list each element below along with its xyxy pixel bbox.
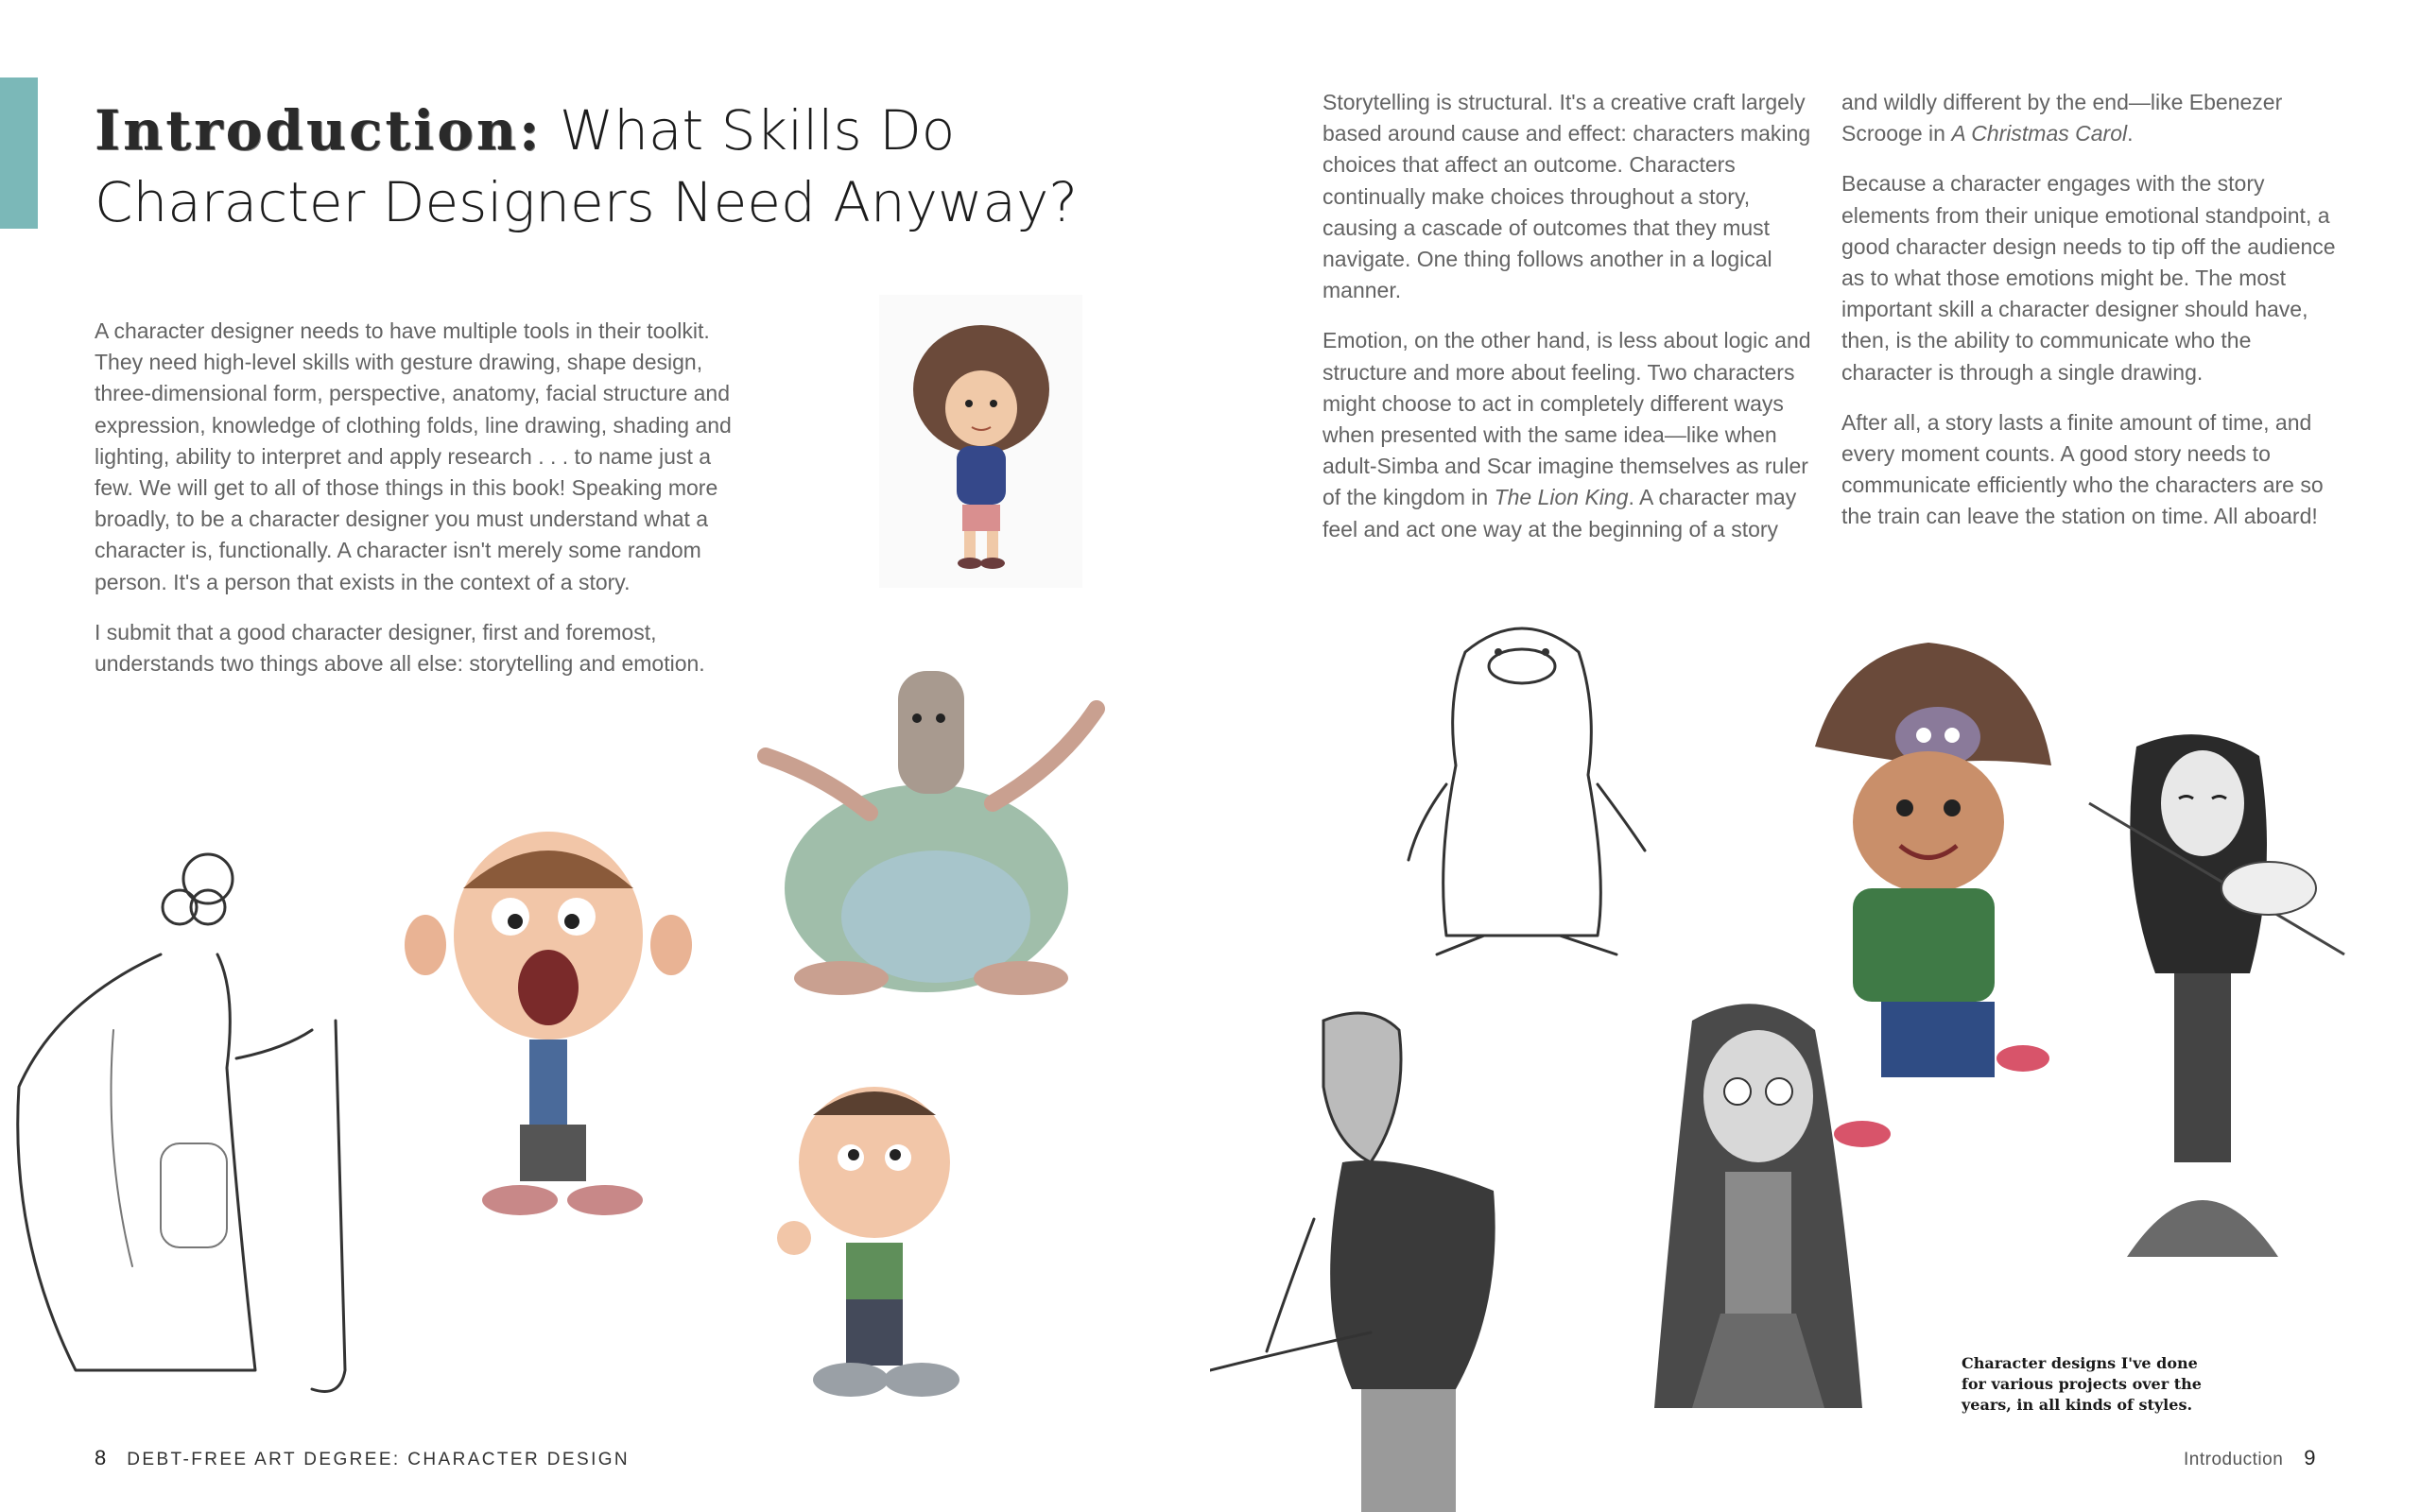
figure-caption: Character designs I've done for various projects over the years, in all kinds of styles. xyxy=(1962,1354,2202,1414)
right-body-column-1 xyxy=(1322,87,1819,564)
chapter-tab-marker xyxy=(0,77,38,229)
illustration-shouting-boy xyxy=(388,822,709,1238)
book-title-italic: A Christmas Carol xyxy=(1951,121,2128,146)
film-title-italic: The Lion King xyxy=(1494,485,1629,510)
title-lead: Introduction: xyxy=(95,98,543,163)
left-body-text xyxy=(95,316,747,698)
right-paragraph-4: Because a character engages with the story elements from their unique emotional standpoint, a good character design needs to tip off the audience as to what those emotions might be. The most important skill a character designer should have, then, is the ability to communicate who the character is through a single drawing. xyxy=(1841,171,2336,385)
left-folio xyxy=(95,1446,630,1470)
right-folio xyxy=(2184,1446,2316,1470)
illustration-old-man-sketch xyxy=(1210,992,1531,1512)
text-run: . xyxy=(2127,121,2134,146)
right-paragraph-5: After all, a story lasts a finite amount of time, and every moment counts. A good story needs to communicate efficiently who the characters are so the train can leave the station on time. All aboard! xyxy=(1841,409,2324,529)
running-head-right: Introduction xyxy=(2184,1450,2284,1469)
illustration-fist-boy xyxy=(756,1077,983,1418)
title-rest: What Skills Do Character Designers Need Anyway? xyxy=(95,98,1079,234)
illustration-afro-kid xyxy=(879,295,1082,588)
page-number-left: 8 xyxy=(95,1446,107,1469)
right-paragraph-1: Storytelling is structural. It's a creative craft largely based around cause and effect: characters making choices that affect an outcome. Characters continually make choices throughout a story, causing a cascade of outcomes that they must navigate. One thing follows another in a logical manner. xyxy=(1322,90,1811,303)
left-paragraph-1: A character designer needs to have multiple tools in their toolkit. They need high-level skills with gesture drawing, shape design, three-dimensional form, perspective, anatomy, facial structure and expression, knowledge of clothing folds, line drawing, shading and lighting, ability to interpret and apply research . . . to name just a few. We will get to all of those things in this book! Speaking more broadly, to be a character designer you must understand what a character is, functionally. A character isn't merely some random person. It's a person that exists in the context of a story. xyxy=(95,318,732,594)
page-title xyxy=(95,94,1134,238)
illustration-green-troll xyxy=(737,652,1134,1011)
page-number-right: 9 xyxy=(2304,1446,2316,1469)
text-run: . A character may feel and act one way at the beginning of a story xyxy=(1322,485,1797,541)
illustration-violin-girl xyxy=(2061,728,2363,1276)
right-paragraph-2 xyxy=(1322,325,1819,544)
right-paragraph-3 xyxy=(1841,87,2338,149)
running-head-left: DEBT-FREE ART DEGREE: CHARACTER DESIGN xyxy=(127,1450,631,1469)
text-run: Emotion, on the other hand, is less about logic and structure and more about feeling. Two characters might choose to act in completely different ways when presented with the same idea—like when adult-Simba and Scar imagine themselves as ruler of the kingdom in xyxy=(1322,328,1811,510)
illustration-old-lady-sketch xyxy=(0,841,378,1408)
text-run: and wildly different by the end—like Ebenezer Scrooge in xyxy=(1841,90,2283,146)
right-body-column-2 xyxy=(1841,87,2338,552)
left-paragraph-2: I submit that a good character designer, first and foremost, understands two things above all else: storytelling and emotion. xyxy=(95,619,705,677)
illustration-creature-sketch xyxy=(1380,595,1683,964)
illustration-kid-with-pet xyxy=(1787,633,2070,1153)
